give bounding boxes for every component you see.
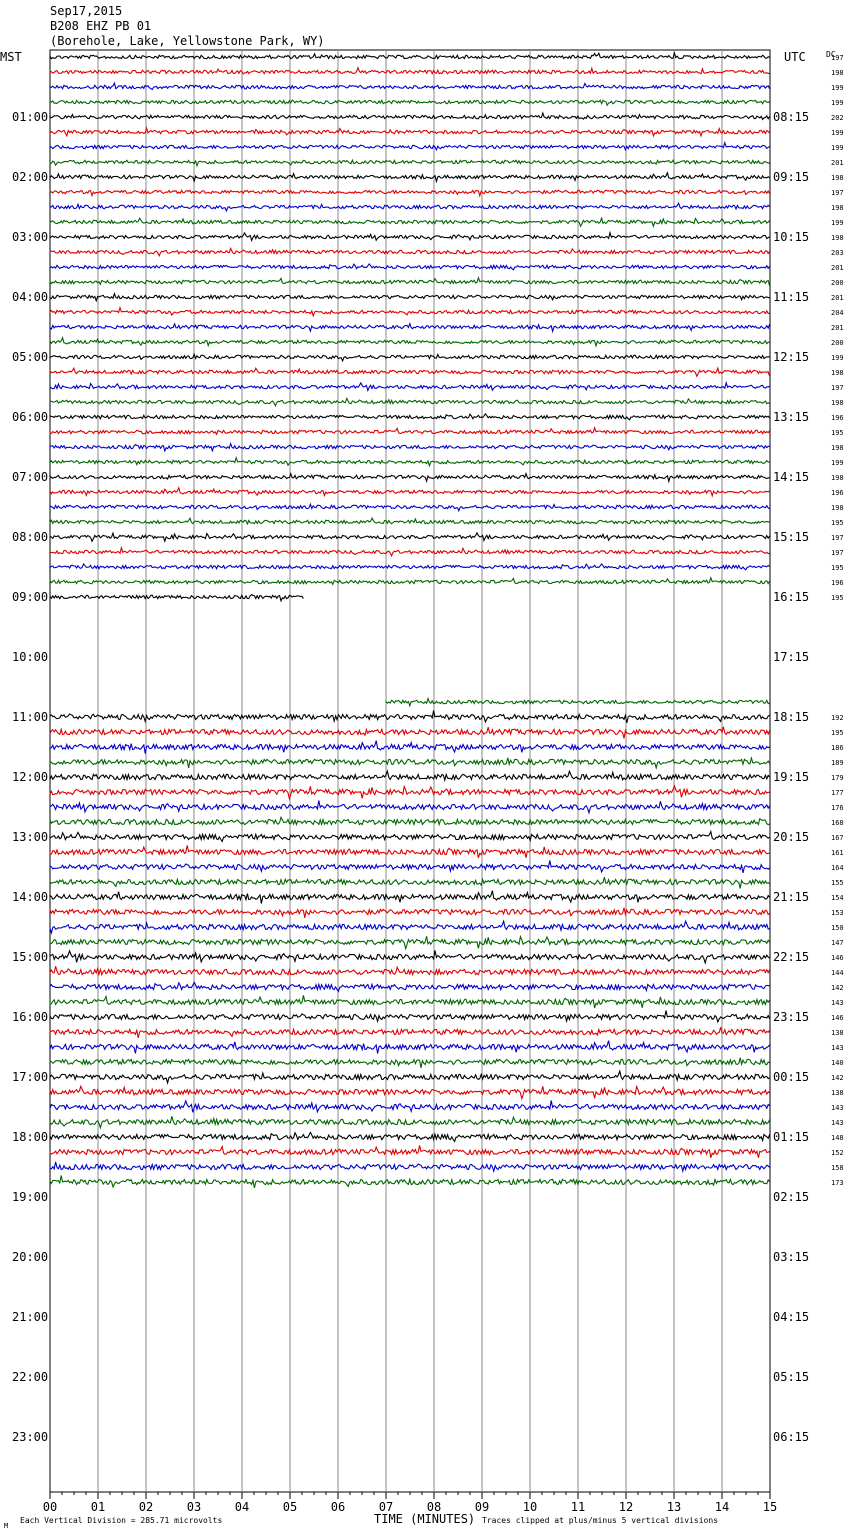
dc-value: 161	[831, 849, 844, 857]
trace-row	[50, 1176, 770, 1188]
x-tick-label: 05	[282, 1500, 298, 1514]
x-tick-label: 10	[522, 1500, 538, 1514]
left-time-label: 21:00	[12, 1310, 49, 1324]
trace-row	[50, 414, 770, 420]
right-time-label: 21:15	[773, 890, 810, 904]
dc-value: 179	[831, 774, 844, 782]
trace-row	[50, 548, 770, 556]
dc-value: 199	[831, 84, 844, 92]
trace-row	[50, 891, 770, 904]
dc-value: 198	[831, 399, 844, 407]
dc-value: 147	[831, 939, 844, 947]
trace-row	[50, 741, 770, 754]
dc-value: 142	[831, 984, 844, 992]
trace-row	[50, 771, 770, 780]
dc-value: 140	[831, 1059, 844, 1067]
trace-row	[50, 727, 770, 739]
dc-value: 176	[831, 804, 844, 812]
dc-value: 199	[831, 459, 844, 467]
dc-value: 142	[831, 1074, 844, 1082]
dc-value: 164	[831, 864, 844, 872]
trace-row	[50, 1058, 770, 1068]
dc-value: 195	[831, 519, 844, 527]
trace-row	[50, 248, 770, 256]
trace-row	[50, 113, 770, 120]
trace-group	[50, 53, 770, 1188]
trace-row	[50, 428, 770, 435]
scale-note: Each Vertical Division = 285.71 microvolts	[20, 1516, 223, 1525]
trace-row	[50, 488, 770, 496]
trace-row	[50, 100, 770, 105]
dc-value: 143	[831, 1119, 844, 1127]
dc-value: 198	[831, 69, 844, 77]
x-tick-label: 04	[234, 1500, 250, 1514]
left-time-label: 12:00	[12, 770, 49, 784]
left-time-label: 05:00	[12, 350, 49, 364]
x-tick-label: 15	[762, 1500, 778, 1514]
dc-value: 201	[831, 264, 844, 272]
dc-value: 197	[831, 384, 844, 392]
dc-value: 197	[831, 549, 844, 557]
dc-value: 144	[831, 969, 844, 977]
left-axis-label: MST	[0, 50, 22, 64]
left-time-label: 04:00	[12, 290, 49, 304]
left-time-label: 10:00	[12, 650, 49, 664]
right-time-label: 11:15	[773, 290, 810, 304]
x-tick-label: 06	[330, 1500, 346, 1514]
right-time-label: 02:15	[773, 1190, 810, 1204]
trace-row	[50, 444, 770, 451]
right-time-label: 23:15	[773, 1010, 810, 1024]
right-time-label: 04:15	[773, 1310, 810, 1324]
header-date: Sep17,2015	[50, 4, 123, 18]
left-time-label: 16:00	[12, 1010, 49, 1024]
dc-value: 167	[831, 834, 844, 842]
label-group	[12, 54, 844, 1514]
dc-value: 199	[831, 99, 844, 107]
trace-row	[50, 1101, 770, 1113]
dc-value: 138	[831, 1029, 844, 1037]
right-time-label: 09:15	[773, 170, 810, 184]
trace-row	[50, 877, 770, 888]
trace-row	[50, 83, 770, 90]
trace-row	[50, 383, 770, 391]
right-time-label: 01:15	[773, 1130, 810, 1144]
trace-row	[50, 861, 770, 873]
trace-row	[50, 233, 770, 241]
dc-value: 146	[831, 1014, 844, 1022]
dc-value: 198	[831, 204, 844, 212]
right-time-label: 05:15	[773, 1370, 810, 1384]
dc-value: 195	[831, 429, 844, 437]
dc-value: 201	[831, 324, 844, 332]
dc-value: 201	[831, 294, 844, 302]
right-time-label: 12:15	[773, 350, 810, 364]
trace-row	[50, 264, 770, 270]
x-tick-label: 07	[378, 1500, 394, 1514]
trace-row	[50, 966, 770, 974]
trace-row	[50, 68, 770, 74]
trace-row	[50, 578, 770, 585]
left-time-label: 07:00	[12, 470, 49, 484]
dc-value: 143	[831, 1104, 844, 1112]
trace-row	[50, 474, 770, 482]
left-time-label: 14:00	[12, 890, 49, 904]
trace-row	[50, 845, 770, 858]
trace-row	[50, 758, 770, 768]
left-time-label: 23:00	[12, 1430, 49, 1444]
trace-row	[50, 995, 770, 1008]
dc-value: 198	[831, 369, 844, 377]
trace-row	[50, 278, 770, 286]
header-location: (Borehole, Lake, Yellowstone Park, WY)	[50, 34, 325, 48]
dc-value: 173	[831, 1179, 844, 1187]
dc-value: 186	[831, 744, 844, 752]
dc-value: 199	[831, 144, 844, 152]
x-tick-label: 13	[666, 1500, 682, 1514]
right-time-label: 13:15	[773, 410, 810, 424]
trace-row	[50, 128, 770, 136]
right-time-label: 19:15	[773, 770, 810, 784]
trace-row	[50, 936, 770, 948]
trace-row	[50, 1116, 770, 1128]
right-time-label: 20:15	[773, 830, 810, 844]
trace-row	[50, 801, 770, 813]
trace-row	[50, 354, 770, 361]
left-time-label: 02:00	[12, 170, 49, 184]
dc-value: 195	[831, 564, 844, 572]
left-time-label: 06:00	[12, 410, 49, 424]
dc-value: 148	[831, 1134, 844, 1142]
right-axis-label: UTC	[784, 50, 806, 64]
trace-row	[50, 711, 770, 723]
trace-row	[50, 294, 770, 301]
dc-value: 198	[831, 504, 844, 512]
trace-row	[50, 143, 770, 150]
trace-row	[50, 398, 770, 406]
trace-row	[50, 160, 770, 166]
dc-label: DC	[826, 50, 836, 59]
right-time-label: 18:15	[773, 710, 810, 724]
dc-value: 199	[831, 354, 844, 362]
dc-value: 199	[831, 219, 844, 227]
left-time-label: 03:00	[12, 230, 49, 244]
right-time-label: 00:15	[773, 1070, 810, 1084]
trace-row	[50, 203, 770, 211]
dc-value: 192	[831, 714, 844, 722]
trace-row	[50, 832, 770, 842]
trace-row	[50, 921, 770, 933]
corner-mark: M	[4, 1522, 9, 1530]
dc-value: 189	[831, 759, 844, 767]
dc-value: 153	[831, 909, 844, 917]
x-axis-title: TIME (MINUTES)	[374, 1512, 476, 1526]
right-time-label: 08:15	[773, 110, 810, 124]
right-time-label: 10:15	[773, 230, 810, 244]
left-time-label: 15:00	[12, 950, 49, 964]
trace-row	[50, 595, 303, 601]
dc-value: 198	[831, 234, 844, 242]
left-time-label: 13:00	[12, 830, 49, 844]
dc-value: 198	[831, 444, 844, 452]
left-time-label: 11:00	[12, 710, 49, 724]
dc-value: 195	[831, 594, 844, 602]
left-time-label: 09:00	[12, 590, 49, 604]
trace-row	[50, 1011, 770, 1022]
right-time-label: 14:15	[773, 470, 810, 484]
left-time-label: 20:00	[12, 1250, 49, 1264]
clip-note: Traces clipped at plus/minus 5 vertical divisions	[482, 1516, 719, 1525]
dc-value: 177	[831, 789, 844, 797]
dc-value: 200	[831, 279, 844, 287]
dc-value: 152	[831, 1149, 844, 1157]
dc-value: 143	[831, 1044, 844, 1052]
dc-value: 197	[831, 189, 844, 197]
right-time-label: 17:15	[773, 650, 810, 664]
dc-value: 168	[831, 819, 844, 827]
left-time-label: 22:00	[12, 1370, 49, 1384]
trace-row	[50, 324, 770, 332]
trace-row	[50, 53, 770, 59]
trace-row	[50, 982, 770, 991]
x-tick-label: 12	[618, 1500, 634, 1514]
dc-value: 196	[831, 579, 844, 587]
trace-row	[50, 951, 770, 963]
trace-row	[50, 308, 770, 316]
dc-value: 198	[831, 174, 844, 182]
trace-row	[50, 817, 770, 824]
dc-value: 155	[831, 879, 844, 887]
x-tick-label: 11	[570, 1500, 586, 1514]
trace-row	[50, 564, 770, 570]
trace-row	[50, 908, 770, 918]
x-tick-label: 02	[138, 1500, 154, 1514]
trace-row	[50, 504, 770, 511]
trace-row	[50, 190, 770, 196]
dc-value: 146	[831, 954, 844, 962]
right-time-label: 22:15	[773, 950, 810, 964]
left-time-label: 18:00	[12, 1130, 49, 1144]
dc-value: 196	[831, 414, 844, 422]
dc-value: 202	[831, 114, 844, 122]
trace-row	[50, 173, 770, 182]
trace-row	[50, 1132, 770, 1141]
right-time-label: 15:15	[773, 530, 810, 544]
left-time-label: 17:00	[12, 1070, 49, 1084]
right-time-label: 16:15	[773, 590, 810, 604]
dc-value: 201	[831, 159, 844, 167]
left-time-label: 01:00	[12, 110, 49, 124]
dc-value: 158	[831, 1164, 844, 1172]
trace-row	[50, 1145, 770, 1158]
trace-row	[50, 368, 770, 376]
dc-value: 197	[831, 534, 844, 542]
header-station: B208 EHZ PB 01	[50, 19, 152, 33]
trace-row	[50, 1041, 770, 1054]
x-tick-label: 14	[714, 1500, 730, 1514]
right-time-label: 06:15	[773, 1430, 810, 1444]
right-time-label: 03:15	[773, 1250, 810, 1264]
dc-value: 138	[831, 1089, 844, 1097]
x-tick-label: 08	[426, 1500, 442, 1514]
x-tick-label: 03	[186, 1500, 202, 1514]
dc-value: 150	[831, 924, 844, 932]
dc-value: 199	[831, 129, 844, 137]
dc-value: 203	[831, 249, 844, 257]
dc-value: 154	[831, 894, 844, 902]
trace-row	[50, 786, 770, 799]
left-time-label: 19:00	[12, 1190, 49, 1204]
trace-row	[50, 1071, 770, 1083]
dc-value: 143	[831, 999, 844, 1007]
x-tick-label: 09	[474, 1500, 490, 1514]
trace-row	[50, 533, 770, 541]
dc-value: 198	[831, 474, 844, 482]
trace-row	[50, 518, 770, 524]
x-tick-label: 01	[90, 1500, 106, 1514]
dc-value: 195	[831, 729, 844, 737]
left-time-label: 08:00	[12, 530, 49, 544]
trace-row	[50, 458, 770, 466]
trace-row	[50, 1162, 770, 1171]
trace-row	[50, 218, 770, 226]
dc-value: 196	[831, 489, 844, 497]
trace-row	[50, 1027, 770, 1038]
dc-value: 200	[831, 339, 844, 347]
dc-value: 204	[831, 309, 844, 317]
dc-value: 197	[831, 54, 844, 62]
x-tick-label: 00	[42, 1500, 58, 1514]
trace-row	[50, 338, 770, 346]
trace-row	[50, 1086, 770, 1098]
